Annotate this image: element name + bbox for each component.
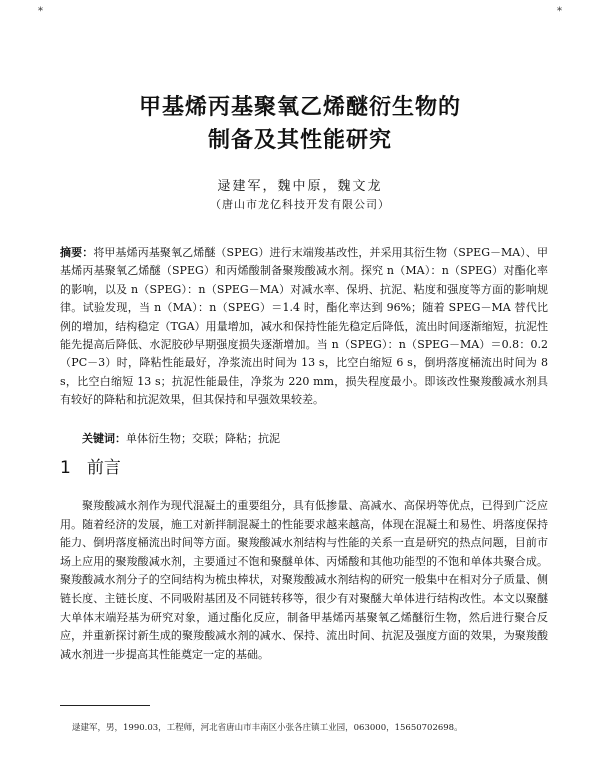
keywords-text: 单体衍生物；交联；降粘；抗泥	[126, 432, 280, 445]
section-title: 前言	[86, 458, 121, 478]
affiliation: （唐山市龙亿科技开发有限公司）	[210, 198, 390, 211]
authors: 逯建军，魏中原，魏文龙	[217, 179, 383, 194]
paper-title-line-2: 制备及其性能研究	[207, 128, 392, 153]
abstract-label: 摘要：	[60, 246, 94, 259]
abstract	[60, 244, 548, 410]
author-footnote: 逯建军，男，1990.03，工程师，河北省唐山市丰南区小张各庄镇工业园，063000，15650702698。	[72, 723, 463, 733]
footnote-divider	[60, 705, 150, 706]
body-paragraph: 聚羧酸减水剂作为现代混凝土的重要组分，具有低掺量、高减水、高保坍等优点，已得到广泛应用。随着经济的发展，施工对新拌制混凝土的性能要求越来越高，体现在混凝土和易性、坍落度保持能力、倒坍落度桶流出时间等方面。聚羧酸减水剂结构与性能的关系一直是研究的热点问题，目前市场上应用的聚羧酸减水剂，主要通过不饱和聚醚单体、丙烯酸和其他功能型的不饱和单体共聚合成。聚羧酸减水剂分子的空间结构为梳虫棒状，对聚羧酸减水剂结构的研究一般集中在相对分子质量、侧链长度、主链长度、不同吸附基团及不同链转移等，很少有对聚醚大单体进行结构改性。本文以聚醚大单体末端羟基为研究对象，通过酯化反应，制备甲基烯丙基聚氧乙烯醚衍生物，然后进行聚合反应，并重新探讨新生成的聚羧酸减水剂的减水、保持、流出时间、抗泥及强度方面的效果，为聚羧酸减水剂进一步提高其性能奠定一定的基础。	[60, 499, 548, 661]
section-heading	[60, 456, 121, 480]
paper-title-line-1: 甲基烯丙基聚氧乙烯醚衍生物的	[138, 95, 461, 120]
corner-mark-left: *	[38, 6, 43, 17]
keywords-label: 关键词：	[82, 432, 126, 445]
corner-mark-right: *	[557, 6, 562, 17]
keywords	[82, 430, 548, 448]
abstract-text: 将甲基烯丙基聚氧乙烯醚（SPEG）进行末端羧基改性，并采用其衍生物（SPEG－MA）、甲基烯丙基聚氧乙烯醚（SPEG）和丙烯酸制备聚羧酸减水剂。探究 n（MA）：n（SPEG）对酯化率的影响，以及 n（SPEG）：n（SPEG－MA）对减水率、保坍、抗泥、粘度和强度等方面的影响规律。试验发现，当 n（MA）：n（SPEG）＝1.4 时，酯化率达到 96%；随着 SPEG－MA 替代比例的增加，结构稳定（TGA）用量增加，减水和保持性能先稳定后降低，流出时间逐渐缩短，抗泥性能先提高后降低、水泥胶砂早期强度损失逐渐增加。当 n（SPEG）：n（SPEG－MA）＝0.8：0.2（PC－3）时，降粘性能最好，净浆流出时间为 13 s，比空白缩短 6 s，倒坍落度桶流出时间为 8 s，比空白缩短 13 s；抗泥性能最佳，净浆为 220 mm，损失程度最小。即该改性聚羧酸减水剂具有较好的降粘和抗泥效果，但其保持和早强效果较差。	[60, 246, 548, 407]
section-number: 1	[60, 458, 71, 478]
